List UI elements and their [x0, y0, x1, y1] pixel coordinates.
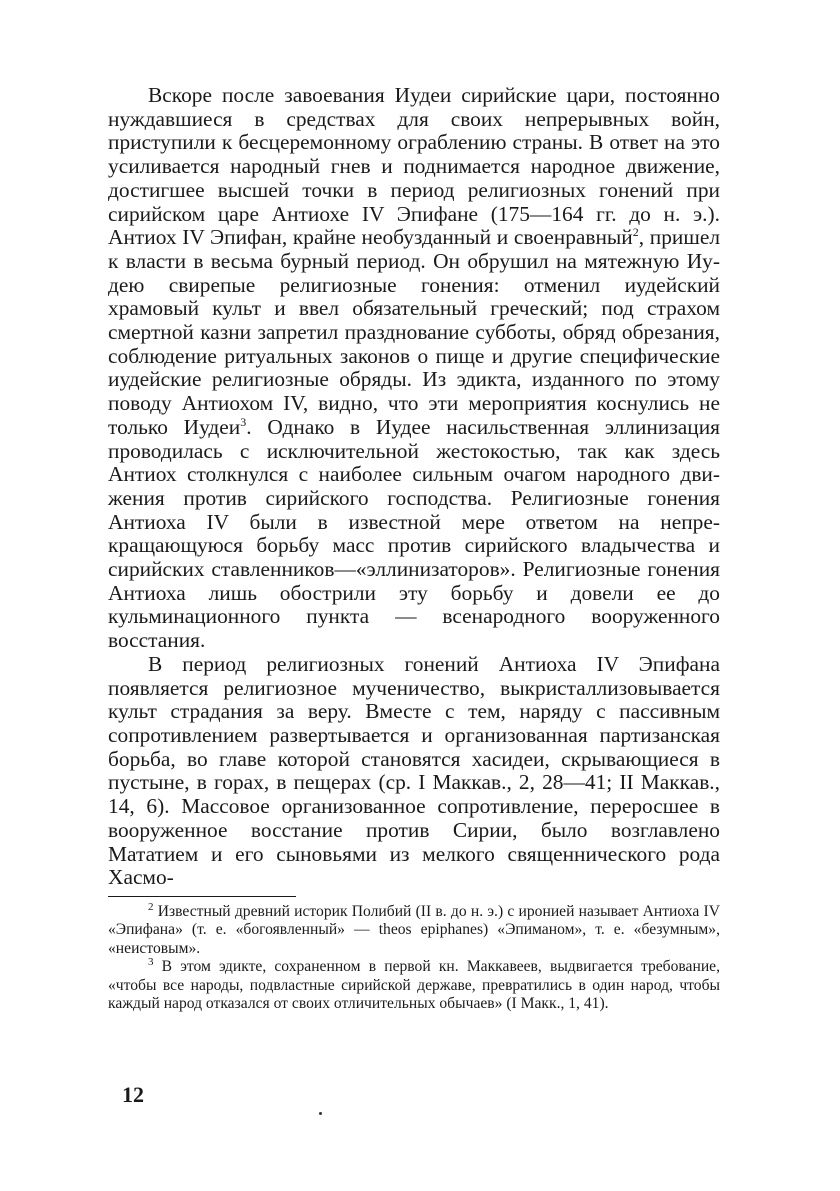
- print-speck: [319, 1112, 322, 1115]
- footnote-2: [108, 900, 720, 959]
- footnote-3-mark: 3: [148, 956, 154, 969]
- footnote-ref-3: 3: [240, 414, 247, 429]
- page-number: 12: [122, 1082, 144, 1107]
- paragraph-1-text-c: . Однако в Иудее насильственная эллинизация проводилась с исключительной жестокостью, так как здесь Антиох столкнулся с наиболее сильным очагом народного движения против сирийского господства. Религиозные гонения Антиоха IV были в известной мере ответом на непрекращающуюся борьбу масс против сирийского владычества и сирийских ставленников—«эллинизаторов». Религиозные гонения Антиоха лишь обострили эту борьбу и довели ее до кульминационного пункта — всенародного вооруженного восстания.: [108, 414, 720, 653]
- paragraph-1-text-b: , пришел к власти в весьма бурный период. Он обрушил на мятежную Иудею свирепые религиозные гонения: отменил иудейский храмовый культ и ввел обязательный греческий; под страхом смертной казни запретил празднование субботы, обряд обрезания, соблюдение ритуальных законов о пище и другие специфические иудейские религиозные обряды. Из эдикта, изданного по этому поводу Антиохом IV, видно, что эти мероприятия коснулись не только Иудеи: [108, 225, 720, 439]
- footnote-ref-2: 2: [632, 225, 639, 240]
- footnote-2-mark: 2: [148, 900, 154, 913]
- book-page: [108, 84, 720, 1014]
- footnote-divider: [108, 896, 296, 897]
- footnote-2-text: Известный древний историк Полибий (II в. до н. э.) с иронией называет Антиоха IV «Эпифана» (т. е. «богоявленный» — theos epiphanes) «Эпиманом», т. е. «безумным», «неистовым».: [108, 902, 720, 957]
- paragraph-1-text-a: Вскоре после завоевания Иудеи сирийские цари, постоянно нуждавшиеся в средствах для своих непрерывных войн, приступили к бесцеремонному ограблению страны. В ответ на это усиливается народный гнев и поднимается народное движение, достигшее высшей точки в период религиозных гонений при сирийском царе Антиохе IV Эпифане (175—164 гг. до н. э.). Антиох IV Эпифан, крайне необузданный и своенравный: [108, 83, 720, 250]
- footnote-3-text: В этом эдикте, сохраненном в первой кн. Маккавеев, выдвигается требование, «чтобы все народы, подвластные сирийской державе, превратились в один народ, чтобы каждый народ отказался от своих отличительных обычаев» (I Макк., 1, 41).: [108, 958, 720, 1013]
- body-paragraph-2: [108, 653, 720, 890]
- body-paragraph-1: [108, 84, 720, 653]
- paragraph-2-text: В период религиозных гонений Антиоха IV Эпифана появляется религиозное мученичество, выкристаллизовывается культ страдания за веру. Вместе с тем, наряду с пассивным сопротивлением развертывается и организованная партизанская борьба, во главе которой становятся хасидеи, скрывающиеся в пустыне, в горах, в пещерах (ср. I Маккав., 2, 28—41; II Маккав., 14, 6). Массовое организованное сопротивление, переросшее в вооруженное восстание против Сирии, было возглавлено Мататием и его сыновьями из мелкого священнического рода Хасмо-: [108, 651, 720, 890]
- footnote-3: [108, 958, 720, 1014]
